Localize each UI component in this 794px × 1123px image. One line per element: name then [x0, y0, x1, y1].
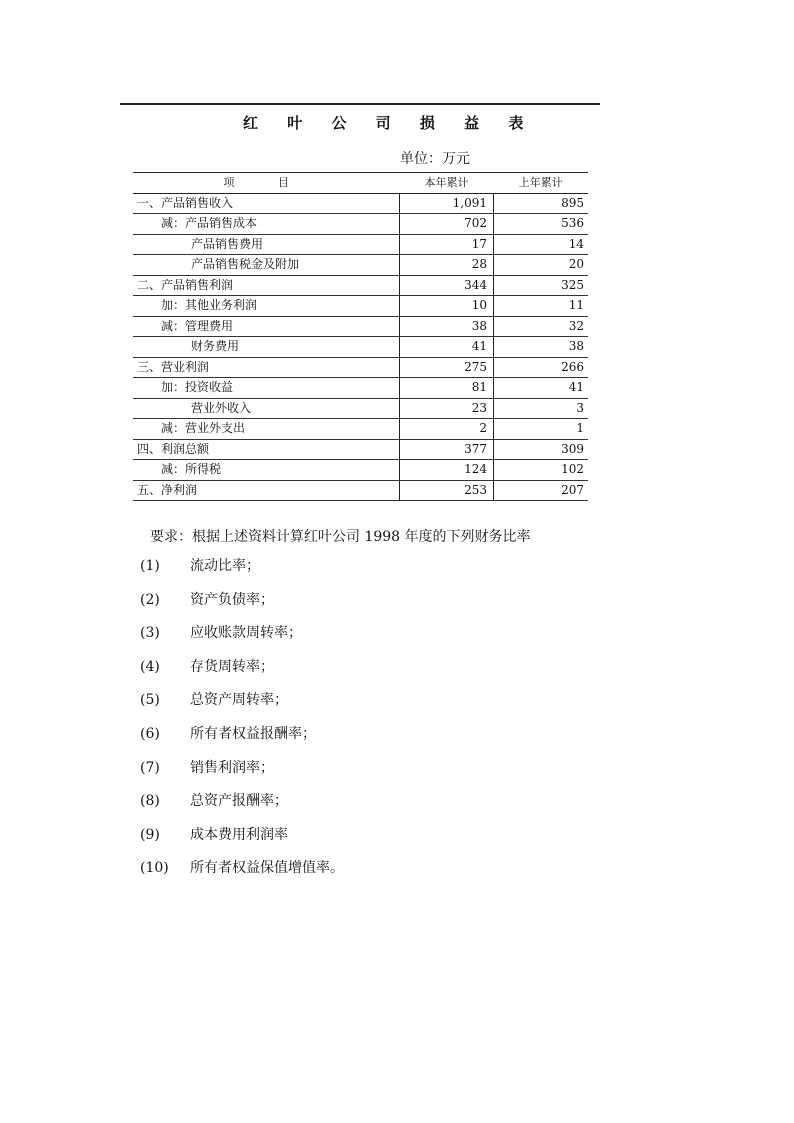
table-header-row — [133, 173, 588, 194]
row-previous-year: 20 — [494, 255, 589, 276]
table-row — [133, 398, 588, 419]
ratio-item — [140, 584, 344, 618]
row-current-year: 1,091 — [400, 193, 494, 214]
ratio-item — [140, 550, 344, 584]
ratio-text: 应收账款周转率； — [190, 625, 302, 642]
row-item: 加：其他业务利润 — [133, 296, 400, 317]
ratio-number: (7) — [140, 759, 160, 776]
row-current-year: 702 — [400, 214, 494, 235]
ratio-item — [140, 852, 344, 886]
ratio-item — [140, 651, 344, 685]
ratio-number: (5) — [140, 692, 160, 709]
row-previous-year: 266 — [494, 357, 589, 378]
requirement-text: 要求：根据上述资料计算红叶公司 1998 年度的下列财务比率 — [150, 529, 531, 545]
unit-label: 单位：万元 — [400, 151, 470, 167]
top-rule — [120, 103, 600, 105]
row-current-year: 28 — [400, 255, 494, 276]
row-current-year: 23 — [400, 398, 494, 419]
row-previous-year: 536 — [494, 214, 589, 235]
row-current-year: 377 — [400, 439, 494, 460]
row-current-year: 344 — [400, 275, 494, 296]
ratio-number: (8) — [140, 793, 160, 810]
row-previous-year: 14 — [494, 234, 589, 255]
ratio-item — [140, 718, 344, 752]
row-previous-year: 207 — [494, 480, 589, 501]
row-previous-year: 325 — [494, 275, 589, 296]
table-row — [133, 439, 588, 460]
ratio-item — [140, 752, 344, 786]
header-current-year: 本年累计 — [400, 173, 494, 194]
table-row — [133, 357, 588, 378]
row-item: 营业外收入 — [133, 398, 400, 419]
row-item: 五、净利润 — [133, 480, 400, 501]
row-previous-year: 309 — [494, 439, 589, 460]
table-row — [133, 255, 588, 276]
table-row — [133, 337, 588, 358]
document-title: 红 叶 公 司 损 益 表 — [243, 114, 536, 132]
ratio-number: (10) — [140, 860, 169, 877]
table-row — [133, 275, 588, 296]
row-item: 财务费用 — [133, 337, 400, 358]
table-row — [133, 316, 588, 337]
table-row — [133, 480, 588, 501]
row-current-year: 17 — [400, 234, 494, 255]
row-item: 产品销售费用 — [133, 234, 400, 255]
row-item: 加：投资收益 — [133, 378, 400, 399]
ratio-number: (6) — [140, 725, 160, 742]
ratio-item — [140, 785, 344, 819]
row-previous-year: 895 — [494, 193, 589, 214]
row-current-year: 124 — [400, 460, 494, 481]
row-item: 减：产品销售成本 — [133, 214, 400, 235]
table-row — [133, 214, 588, 235]
row-item: 二、产品销售利润 — [133, 275, 400, 296]
table-row — [133, 460, 588, 481]
ratio-text: 总资产周转率； — [190, 692, 288, 709]
row-item: 四、利润总额 — [133, 439, 400, 460]
ratio-number: (1) — [140, 558, 160, 574]
row-previous-year: 41 — [494, 378, 589, 399]
income-statement-table — [133, 172, 588, 501]
header-item: 项 目 — [133, 173, 400, 194]
ratio-text: 流动比率； — [190, 558, 260, 574]
row-current-year: 41 — [400, 337, 494, 358]
ratio-text: 所有者权益保值增值率。 — [190, 860, 344, 877]
table-row — [133, 193, 588, 214]
ratio-item — [140, 617, 344, 651]
row-current-year: 38 — [400, 316, 494, 337]
row-previous-year: 3 — [494, 398, 589, 419]
table-row — [133, 296, 588, 317]
row-item: 减：管理费用 — [133, 316, 400, 337]
ratio-text: 销售利润率； — [190, 759, 274, 776]
row-previous-year: 102 — [494, 460, 589, 481]
ratio-text: 存货周转率； — [190, 658, 274, 675]
row-item: 三、营业利润 — [133, 357, 400, 378]
table-row — [133, 234, 588, 255]
row-previous-year: 38 — [494, 337, 589, 358]
row-current-year: 275 — [400, 357, 494, 378]
row-item: 产品销售税金及附加 — [133, 255, 400, 276]
ratio-number: (2) — [140, 591, 160, 608]
row-item: 减：所得税 — [133, 460, 400, 481]
row-previous-year: 32 — [494, 316, 589, 337]
row-item: 一、产品销售收入 — [133, 193, 400, 214]
row-previous-year: 1 — [494, 419, 589, 440]
ratio-item — [140, 684, 344, 718]
row-item: 减：营业外支出 — [133, 419, 400, 440]
ratio-number: (4) — [140, 658, 160, 675]
row-current-year: 10 — [400, 296, 494, 317]
ratio-number: (3) — [140, 625, 160, 642]
row-current-year: 2 — [400, 419, 494, 440]
row-previous-year: 11 — [494, 296, 589, 317]
table-row — [133, 378, 588, 399]
ratio-item — [140, 819, 344, 853]
header-previous-year: 上年累计 — [494, 173, 589, 194]
ratio-number: (9) — [140, 826, 160, 843]
ratio-text: 资产负债率； — [190, 591, 274, 608]
ratio-list — [140, 550, 344, 886]
row-current-year: 81 — [400, 378, 494, 399]
table-body — [133, 193, 588, 501]
ratio-text: 总资产报酬率； — [190, 793, 288, 810]
table-row — [133, 419, 588, 440]
row-current-year: 253 — [400, 480, 494, 501]
ratio-text: 成本费用利润率 — [190, 826, 288, 843]
ratio-text: 所有者权益报酬率； — [190, 725, 316, 742]
